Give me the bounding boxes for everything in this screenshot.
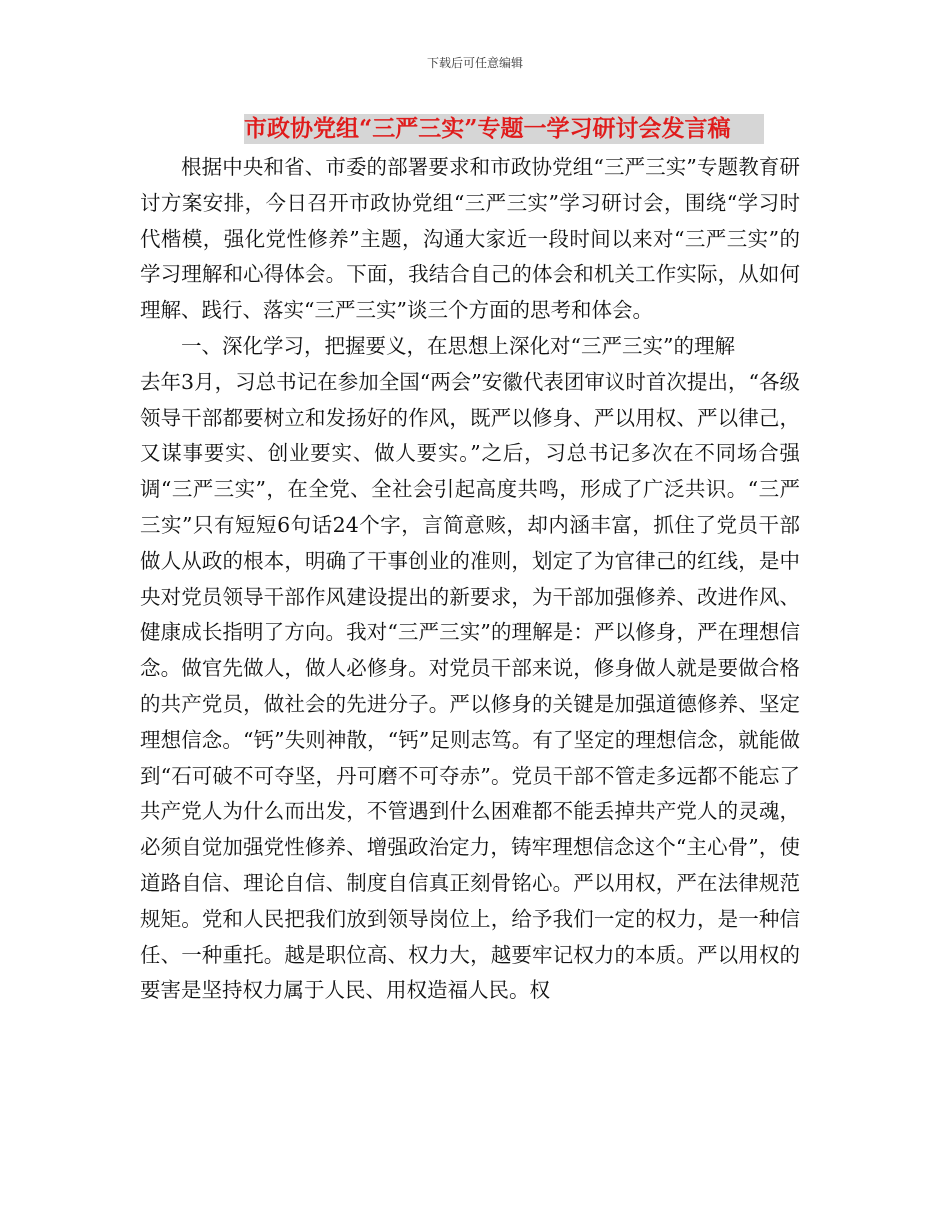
document-body <box>140 150 800 1009</box>
document-title: 市政协党组“三严三实”专题一学习研讨会发言稿 <box>244 114 764 144</box>
paragraph-section-1: 去年3月，习总书记在参加全国“两会”安徽代表团审议时首次提出，“各级领导干部都要树立和发扬好的作风，既严以修身、严以用权、严以律己，又谋事要实、创业要实、做人要实。”之后，习总书记多次在不同场合强调“三严三实”，在全党、全社会引起高度共鸣，形成了广泛共识。“三严三实”只有短短6句话24个字，言简意赅，却内涵丰富，抓住了党员干部做人从政的根本，明确了干事创业的准则，划定了为官律己的红线，是中央对党员领导干部作风建设提出的新要求，为干部加强修养、改进作风、健康成长指明了方向。我对“三严三实”的理解是：严以修身，严在理想信念。做官先做人，做人必修身。对党员干部来说，修身做人就是要做合格的共产党员，做社会的先进分子。严以修身的关键是加强道德修养、坚定理想信念。“钙”失则神散，“钙”足则志笃。有了坚定的理想信念，就能做到“石可破不可夺坚，丹可磨不可夺赤”。党员干部不管走多远都不能忘了共产党人为什么而出发，不管遇到什么困难都不能丢掉共产党人的灵魂，必须自觉加强党性修养、增强政治定力，铸牢理想信念这个“主心骨”，使道路自信、理论自信、制度自信真正刻骨铭心。严以用权，严在法律规范规矩。党和人民把我们放到领导岗位上，给予我们一定的权力，是一种信任、一种重托。越是职位高、权力大，越要牢记权力的本质。严以用权的要害是坚持权力属于人民、用权造福人民。权 <box>140 369 800 1003</box>
paragraph-intro: 根据中央和省、市委的部署要求和市政协党组“三严三实”专题教育研讨方案安排，今日召开市政协党组“三严三实”学习研讨会，围绕“学习时代楷模，强化党性修养”主题，沟通大家近一段时间以来对“三严三实”的学习理解和心得体会。下面，我结合自己的体会和机关工作实际，从如何理解、践行、落实“三严三实”谈三个方面的思考和体会。 <box>140 155 800 323</box>
section-heading-1: 一、深化学习，把握要义，在思想上深化对“三严三实”的理解 <box>181 333 735 358</box>
header-note: 下载后可任意编辑 <box>426 56 523 70</box>
